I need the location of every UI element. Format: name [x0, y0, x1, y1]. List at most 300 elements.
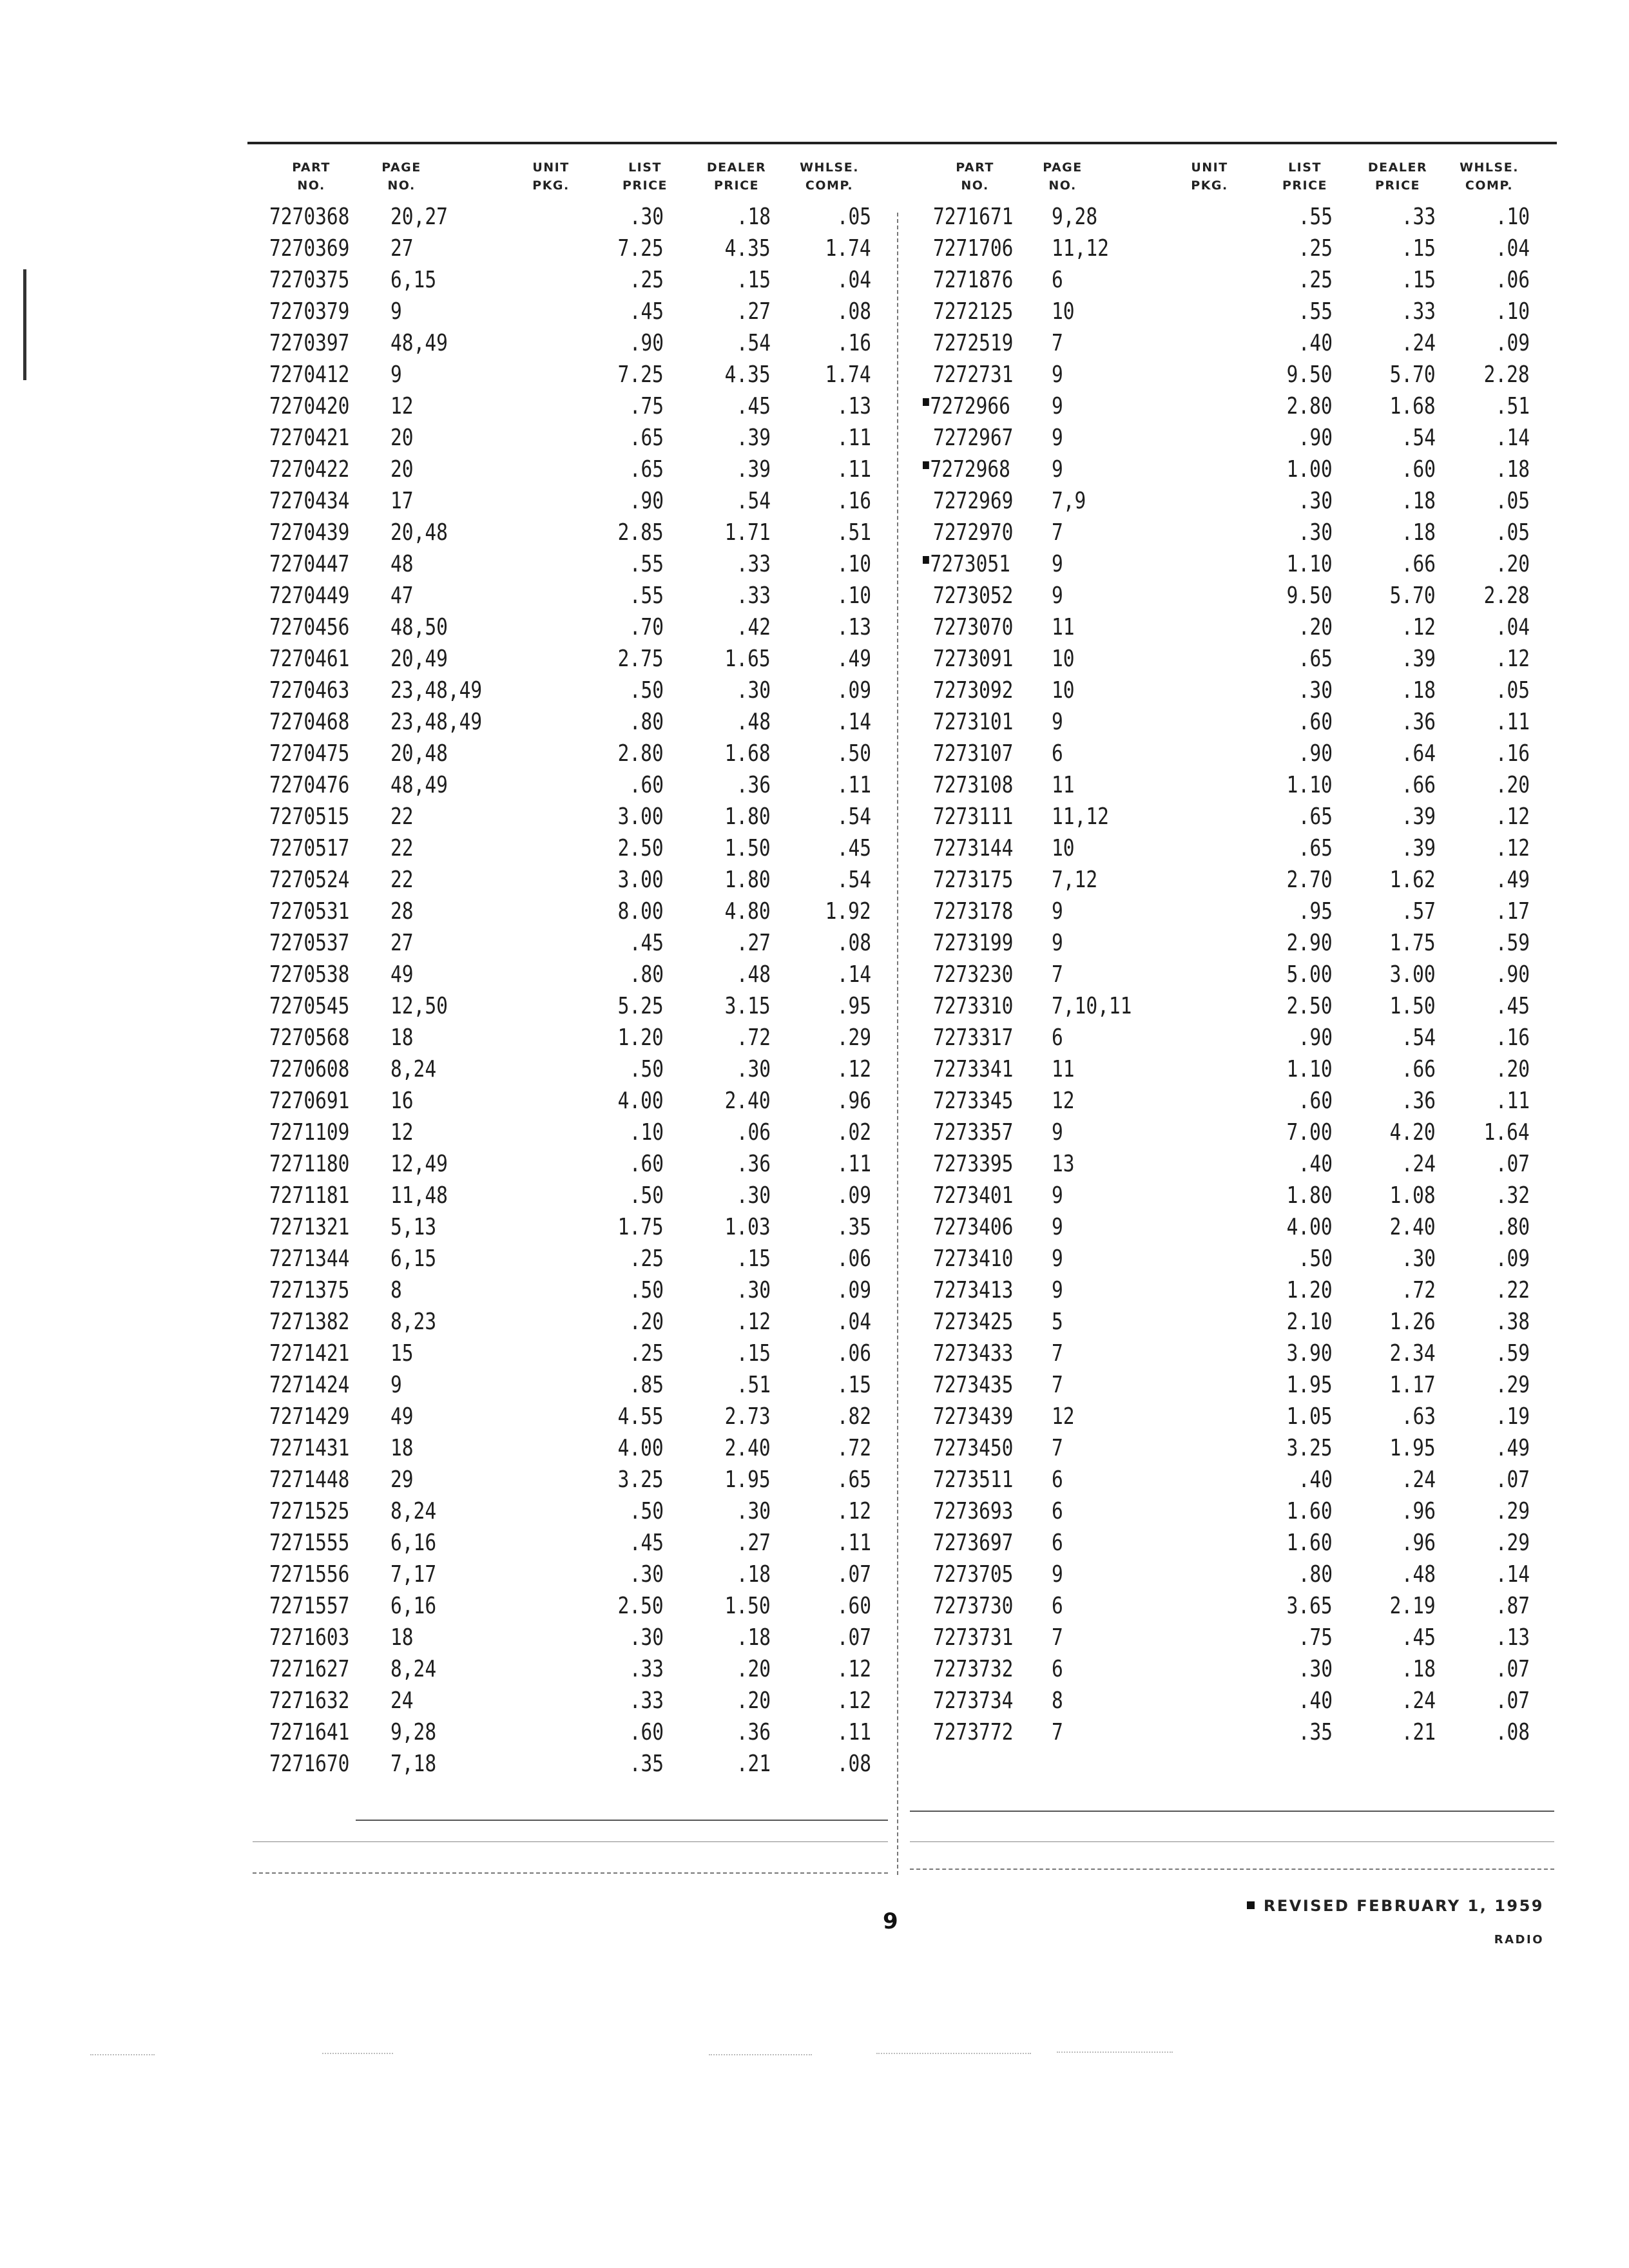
page-number-ref-text: 6: [1052, 1530, 1063, 1556]
page-number-ref-text: 22: [390, 835, 414, 861]
page-number-ref-text: 9: [1052, 1214, 1063, 1240]
table-row: [0, 488, 1629, 519]
page-number-ref: [1052, 646, 1075, 672]
whlse-comp-text: .07: [1495, 1656, 1530, 1682]
page-number-ref: [1052, 1182, 1063, 1209]
dealer-price: [1402, 1530, 1436, 1556]
list-price-text: 1.20: [617, 1024, 664, 1051]
part-number-text: 7272125: [933, 298, 1014, 325]
part-number: [933, 772, 1013, 798]
part-number: [933, 1656, 1013, 1682]
dealer-price: [1402, 677, 1436, 704]
dealer-price: [1390, 1435, 1436, 1461]
list-price: [1287, 993, 1333, 1019]
part-number-text: 7273395: [933, 1151, 1014, 1177]
page-number-ref-text: 23,48,49: [390, 677, 483, 704]
page-number-ref-text: 6,15: [390, 1245, 437, 1272]
part-number: [933, 1309, 1013, 1335]
page-number-ref: [1052, 709, 1063, 735]
table-row: [0, 330, 1629, 361]
dealer-price-text: .36: [736, 772, 771, 798]
list-price-text: .40: [1298, 1687, 1333, 1714]
list-price-text: 1.80: [1286, 1182, 1333, 1209]
part-number: [933, 740, 1013, 767]
list-price-text: 3.25: [1286, 1435, 1333, 1461]
whlse-comp-text: .11: [1495, 709, 1530, 735]
list-price: [1298, 1245, 1333, 1272]
list-price-text: 5.00: [1286, 961, 1333, 988]
list-price: [1287, 1498, 1333, 1524]
part-number-text: 7273730: [933, 1593, 1014, 1619]
dealer-price-text: .96: [1401, 1530, 1436, 1556]
part-number-text: 7273697: [933, 1530, 1014, 1556]
dealer-price-text: 1.50: [1389, 993, 1436, 1019]
dealer-price-text: 1.17: [1389, 1372, 1436, 1398]
list-price-text: 2.50: [617, 835, 664, 861]
dealer-price-text: .30: [736, 1182, 771, 1209]
dealer-price-text: 1.71: [724, 519, 771, 546]
dealer-price-text: .54: [1401, 425, 1436, 451]
list-price: [1287, 1214, 1333, 1240]
page-number-ref-text: 7: [1052, 1624, 1063, 1651]
revised-note-text: REVISED FEBRUARY 1, 1959: [1263, 1897, 1544, 1915]
list-price: [1298, 267, 1333, 293]
dealer-price-text: 1.68: [724, 740, 771, 767]
list-price-text: .30: [1298, 488, 1333, 514]
dealer-price-text: .54: [736, 330, 771, 356]
blank-rule: [253, 1841, 888, 1842]
part-number-text: 7272969: [933, 488, 1014, 514]
dealer-price: [1402, 709, 1436, 735]
dealer-price-text: .18: [736, 1624, 771, 1651]
dealer-price-text: 1.62: [1389, 867, 1436, 893]
whlse-comp: [1496, 393, 1530, 419]
page-number-ref-text: 7: [1052, 1340, 1063, 1367]
dealer-price: [1402, 740, 1436, 767]
whlse-comp-text: .06: [836, 1245, 871, 1272]
list-price: [1287, 1435, 1333, 1461]
page-number-ref: [1052, 1687, 1063, 1714]
page-number-ref-text: 9,28: [390, 1719, 437, 1745]
list-price-text: 2.85: [617, 519, 664, 546]
whlse-comp-text: .11: [836, 1530, 871, 1556]
page-number-ref-text: 5: [1052, 1309, 1063, 1335]
column-divider: [897, 213, 898, 1875]
whlse-comp: [1496, 1309, 1530, 1335]
page-number-ref-text: 8: [390, 1277, 402, 1303]
part-number: [933, 1151, 1013, 1177]
dealer-price-text: 2.73: [724, 1403, 771, 1430]
list-price-text: .90: [1298, 1024, 1333, 1051]
dealer-price: [1402, 614, 1436, 640]
whlse-comp: [1496, 1719, 1530, 1745]
part-number: [933, 488, 1013, 514]
list-price-text: 9.50: [1286, 582, 1333, 609]
whlse-comp: [1496, 1151, 1530, 1177]
whlse-comp-text: .08: [1495, 1719, 1530, 1745]
part-number-text: 7273178: [933, 898, 1014, 925]
page-number-ref: [1052, 425, 1063, 451]
whlse-comp-text: .54: [836, 803, 871, 830]
table-row: [0, 361, 1629, 393]
part-number: [933, 898, 1013, 925]
revised-marker-icon: [923, 461, 929, 469]
dealer-price-text: 3.15: [724, 993, 771, 1019]
part-number-text: 7271706: [933, 235, 1014, 262]
part-number-text: 7270545: [269, 993, 350, 1019]
dealer-price: [1402, 298, 1436, 325]
dealer-price-text: .48: [736, 709, 771, 735]
page-number-ref-text: 12,49: [390, 1151, 448, 1177]
dealer-price: [1390, 1340, 1436, 1367]
part-number: [933, 1340, 1013, 1367]
page-number-ref-text: 11,12: [1052, 235, 1109, 262]
page-number-ref: [1052, 1403, 1075, 1430]
page-number-ref: [1052, 740, 1063, 767]
list-price-text: 2.50: [1286, 993, 1333, 1019]
page-number-ref: [1052, 1277, 1063, 1303]
whlse-comp-text: .38: [1495, 1309, 1530, 1335]
whlse-comp-text: .95: [836, 993, 871, 1019]
list-price-text: .25: [629, 267, 664, 293]
list-price-text: .35: [1298, 1719, 1333, 1745]
part-number-text: 7271448: [269, 1466, 350, 1493]
dealer-price-text: 1.65: [724, 646, 771, 672]
page-number-ref-text: 6,16: [390, 1530, 437, 1556]
page-number-ref-text: 6: [1052, 267, 1063, 293]
table-row: [0, 1056, 1629, 1088]
whlse-comp: [1496, 709, 1530, 735]
page-number-ref-text: 9: [1052, 1245, 1063, 1272]
list-price-text: 3.65: [1286, 1593, 1333, 1619]
scan-speck: [876, 2053, 1031, 2054]
table-row: [0, 1214, 1629, 1245]
page-number-ref-text: 8,24: [390, 1498, 437, 1524]
page-number-ref-text: 11: [1052, 614, 1075, 640]
table-row: [0, 1309, 1629, 1340]
dealer-price-text: .27: [736, 930, 771, 956]
whlse-comp: [1496, 551, 1530, 577]
dealer-price: [1402, 1056, 1436, 1082]
dealer-price-text: .96: [1401, 1498, 1436, 1524]
whlse-comp: [1496, 1340, 1530, 1367]
list-price-text: 5.25: [617, 993, 664, 1019]
page-number-ref-text: 6: [1052, 1466, 1063, 1493]
part-number-text: 7271557: [269, 1593, 350, 1619]
table-row: [0, 1498, 1629, 1530]
part-number: [933, 1277, 1013, 1303]
whlse-comp-text: .54: [836, 867, 871, 893]
list-price-text: .55: [629, 551, 664, 577]
list-price-text: 4.00: [617, 1088, 664, 1114]
part-number: [933, 1182, 1013, 1209]
dealer-price-text: .45: [1401, 1624, 1436, 1651]
table-row: [0, 1530, 1629, 1561]
list-price-text: 1.60: [1286, 1530, 1333, 1556]
whlse-comp: [1496, 298, 1530, 325]
whlse-comp-text: .14: [836, 961, 871, 988]
whlse-comp-text: .59: [1495, 1340, 1530, 1367]
page-number-ref-text: 16: [390, 1088, 414, 1114]
dealer-price-text: .30: [736, 677, 771, 704]
part-number-text: 7271431: [269, 1435, 350, 1461]
list-price: [1298, 519, 1333, 546]
whlse-comp-text: .32: [1495, 1182, 1530, 1209]
whlse-comp-text: .13: [836, 614, 871, 640]
part-number: [933, 709, 1013, 735]
dealer-price: [1402, 1624, 1436, 1651]
page-number-ref-text: 6,15: [390, 267, 437, 293]
part-number: [933, 204, 1013, 230]
table-row: [0, 1435, 1629, 1466]
table-row: [0, 993, 1629, 1024]
whlse-comp-text: .13: [836, 393, 871, 419]
table-row: [0, 867, 1629, 898]
whlse-comp-text: .10: [836, 582, 871, 609]
whlse-comp-text: .96: [836, 1088, 871, 1114]
list-price: [1287, 930, 1333, 956]
whlse-comp: [1496, 961, 1530, 988]
dealer-price-text: 2.40: [724, 1088, 771, 1114]
page-number-ref-text: 10: [1052, 835, 1075, 861]
part-number: [269, 1751, 349, 1777]
part-number-text: 7272966: [930, 393, 1010, 419]
list-price-text: 1.05: [1286, 1403, 1333, 1430]
whlse-comp-text: .65: [836, 1466, 871, 1493]
part-number: [933, 330, 1013, 356]
page-number-ref-text: 9: [1052, 425, 1063, 451]
part-number: [933, 1593, 1013, 1619]
list-price-text: .33: [629, 1656, 664, 1682]
page-number-ref-text: 9,28: [1052, 204, 1098, 230]
page-number-ref-text: 20: [390, 456, 414, 483]
dealer-price-text: 1.26: [1389, 1309, 1436, 1335]
dealer-price-text: .42: [736, 614, 771, 640]
header-text: NO.: [1048, 178, 1077, 193]
part-number-text: 7273734: [933, 1687, 1014, 1714]
dealer-price-text: .36: [736, 1719, 771, 1745]
whlse-comp-text: .13: [1495, 1624, 1530, 1651]
header-list-price: [1263, 159, 1347, 195]
whlse-comp-text: .80: [1495, 1214, 1530, 1240]
whlse-comp: [1496, 1624, 1530, 1651]
dealer-price-text: .36: [1401, 1088, 1436, 1114]
list-price-text: .95: [1298, 898, 1333, 925]
whlse-comp: [1496, 204, 1530, 230]
table-row: [0, 1687, 1629, 1719]
dealer-price-text: 5.70: [1389, 582, 1436, 609]
list-price-text: .40: [1298, 1466, 1333, 1493]
whlse-comp: [1484, 582, 1530, 609]
dealer-price-text: .33: [1401, 298, 1436, 325]
list-price-text: .90: [629, 330, 664, 356]
dealer-price-text: 2.40: [724, 1435, 771, 1461]
page-number-ref-text: 9: [1052, 898, 1063, 925]
dealer-price-text: .18: [736, 1561, 771, 1588]
blank-rule: [910, 1841, 1554, 1842]
table-row: [0, 898, 1629, 930]
whlse-comp-text: .49: [836, 646, 871, 672]
part-number: [933, 1372, 1013, 1398]
part-number-text: 7273070: [933, 614, 1014, 640]
dealer-price-text: .24: [1401, 1151, 1436, 1177]
dealer-price: [1402, 1088, 1436, 1114]
dealer-price-text: .63: [1401, 1403, 1436, 1430]
blank-rule: [910, 1869, 1554, 1870]
table-row: [0, 1340, 1629, 1372]
list-price-text: 9.50: [1286, 361, 1333, 388]
list-price-text: 1.75: [617, 1214, 664, 1240]
list-price-text: 3.00: [617, 867, 664, 893]
whlse-comp-text: .72: [836, 1435, 871, 1461]
page-number-ref: [1052, 1088, 1075, 1114]
whlse-comp-text: .05: [1495, 488, 1530, 514]
page-number-ref: [1052, 1656, 1063, 1682]
whlse-comp: [1496, 1687, 1530, 1714]
dealer-price-text: .12: [1401, 614, 1436, 640]
dealer-price: [1390, 930, 1436, 956]
list-price-text: .80: [629, 961, 664, 988]
dealer-price-text: 4.35: [724, 361, 771, 388]
dealer-price-text: .64: [1401, 740, 1436, 767]
dealer-price: [1390, 1214, 1436, 1240]
part-number: [933, 1403, 1013, 1430]
table-row: [0, 425, 1629, 456]
list-price-text: .25: [1298, 235, 1333, 262]
list-price-text: 3.00: [617, 803, 664, 830]
table-row: [0, 614, 1629, 646]
list-price: [1298, 709, 1333, 735]
dealer-price-text: 1.68: [1389, 393, 1436, 419]
page-number-ref-text: 47: [390, 582, 414, 609]
part-number-text: 7270456: [269, 614, 350, 640]
page-number-ref-text: 24: [390, 1687, 414, 1714]
header-dealer-price: [1356, 159, 1440, 195]
part-number-text: 7270379: [269, 298, 350, 325]
page-number-ref: [1052, 519, 1063, 546]
page-number-ref-text: 11,48: [390, 1182, 448, 1209]
part-number-text: 7273101: [933, 709, 1014, 735]
header-dealer-price: [695, 159, 778, 195]
whlse-comp-text: .19: [1495, 1403, 1530, 1430]
header-text: PART: [292, 160, 331, 175]
part-number: [923, 551, 1010, 577]
dealer-price-text: .33: [736, 551, 771, 577]
dealer-price-text: .39: [736, 425, 771, 451]
part-number-text: 7271429: [269, 1403, 350, 1430]
dealer-price-text: .21: [1401, 1719, 1436, 1745]
page-number-ref-text: 7,9: [1052, 488, 1086, 514]
part-number-text: 7273107: [933, 740, 1014, 767]
whlse-comp: [1496, 456, 1530, 483]
whlse-comp-text: .07: [1495, 1466, 1530, 1493]
list-price: [1298, 835, 1333, 861]
whlse-comp-text: .09: [1495, 330, 1530, 356]
part-number: [933, 677, 1013, 704]
list-price-text: 2.80: [617, 740, 664, 767]
dealer-price: [1402, 646, 1436, 672]
whlse-comp-text: .16: [836, 488, 871, 514]
list-price: [1287, 1056, 1333, 1082]
header-text: LIST: [1288, 160, 1322, 175]
part-number: [933, 1498, 1013, 1524]
dealer-price: [1390, 1372, 1436, 1398]
dealer-price-text: .20: [736, 1687, 771, 1714]
list-price: [1287, 1593, 1333, 1619]
page-number-ref-text: 9: [390, 1372, 402, 1398]
page-number-ref-text: 12: [1052, 1403, 1075, 1430]
header-page-no: [1021, 159, 1104, 195]
list-price: [1298, 1088, 1333, 1114]
whlse-comp: [1496, 1372, 1530, 1398]
list-price-text: 1.10: [1286, 772, 1333, 798]
list-price-text: 1.20: [1286, 1277, 1333, 1303]
page-number-ref-text: 23,48,49: [390, 709, 483, 735]
whlse-comp-text: .35: [836, 1214, 871, 1240]
part-number-text: 7271424: [269, 1372, 350, 1398]
part-number: [933, 867, 1013, 893]
whlse-comp-text: .45: [1495, 993, 1530, 1019]
part-number-text: 7273317: [933, 1024, 1014, 1051]
page-number-ref-text: 9: [1052, 456, 1063, 483]
page-number-ref-text: 9: [1052, 582, 1063, 609]
part-number: [933, 803, 1013, 830]
header-text: PAGE: [1043, 160, 1083, 175]
list-price: [1287, 1277, 1333, 1303]
dealer-price-text: 1.08: [1389, 1182, 1436, 1209]
whlse-comp-text: .51: [836, 519, 871, 546]
dealer-price-text: .33: [1401, 204, 1436, 230]
part-number-text: 7270691: [269, 1088, 350, 1114]
dealer-price: [1402, 235, 1436, 262]
page-number-ref-text: 8: [1052, 1687, 1063, 1714]
part-number: [933, 614, 1013, 640]
whlse-comp-text: .29: [1495, 1498, 1530, 1524]
part-number: [933, 1687, 1013, 1714]
dealer-price: [1402, 519, 1436, 546]
part-number-text: 7270538: [269, 961, 350, 988]
dealer-price: [1402, 1245, 1436, 1272]
part-number-text: 7270422: [269, 456, 350, 483]
whlse-comp-text: .14: [1495, 425, 1530, 451]
list-price: [1287, 456, 1333, 483]
whlse-comp: [1496, 1498, 1530, 1524]
dealer-price-text: 1.80: [724, 803, 771, 830]
part-number-text: 7273052: [933, 582, 1014, 609]
dealer-price: [1390, 361, 1436, 388]
page-number-ref-text: 6: [1052, 740, 1063, 767]
page-number-ref-text: 13: [1052, 1151, 1075, 1177]
dealer-price-text: 1.95: [1389, 1435, 1436, 1461]
table-row: [0, 235, 1629, 267]
page-number-ref-text: 8,24: [390, 1056, 437, 1082]
whlse-comp-text: .17: [1495, 898, 1530, 925]
part-number-text: 7270517: [269, 835, 350, 861]
page-number-ref-text: 9: [1052, 393, 1063, 419]
scan-speck: [1057, 2052, 1173, 2053]
whlse-comp-text: .11: [836, 1151, 871, 1177]
dealer-price-text: .54: [736, 488, 771, 514]
page-number-ref-text: 6,16: [390, 1593, 437, 1619]
part-number-text: 7273433: [933, 1340, 1014, 1367]
whlse-comp-text: .29: [836, 1024, 871, 1051]
table-row: [0, 393, 1629, 425]
table-row: [0, 1466, 1629, 1498]
list-price-text: .33: [629, 1687, 664, 1714]
scan-speck: [709, 2054, 812, 2055]
table-row: [0, 1561, 1629, 1593]
dealer-price-text: .51: [736, 1372, 771, 1398]
